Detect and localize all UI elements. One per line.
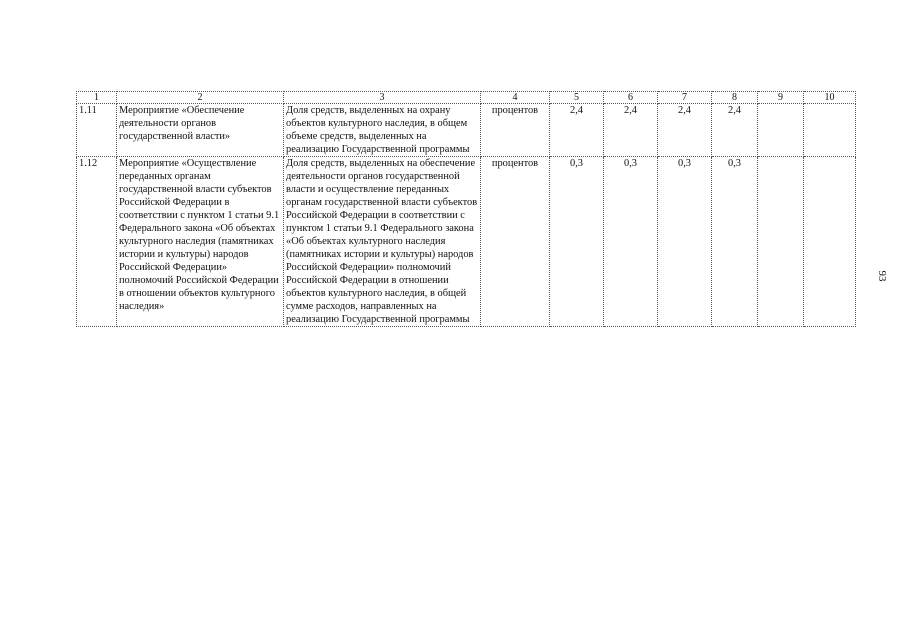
header-cell: 2 [117,92,284,104]
unit-cell: процентов [481,104,550,157]
table-header-row [77,92,856,104]
header-cell: 9 [758,92,804,104]
header-cell: 4 [481,92,550,104]
header-cell: 8 [712,92,758,104]
table-row [77,157,856,327]
row-number-cell: 1.11 [77,104,117,157]
value-cell-5: 0,3 [550,157,604,327]
event-cell: Мероприятие «Осуществление переданных органам государственной власти субъектов Российской Федерации в соответствии с пунктом 1 статьи 9.1 Федерального закона «Об объектах культурного наследия (памятниках истории и культуры) народов Российской Федерации» полномочий Российской Федерации в отношении объектов культурного наследия» [117,157,284,327]
page-number: 93 [876,270,888,282]
value-cell-10 [804,157,856,327]
header-cell: 7 [658,92,712,104]
value-cell-7: 0,3 [658,157,712,327]
value-cell-8: 0,3 [712,157,758,327]
value-cell-7: 2,4 [658,104,712,157]
indicator-cell: Доля средств, выделенных на обеспечение деятельности органов государственной власти и осуществление переданных органам государственной власти субъектов Российской Федерации в соответствии с пунктом 1 статьи 9.1 Федерального закона «Об объектах культурного наследия (памятниках истории и культуры) народов Российской Федерации» полномочий Российской Федерации в отношении объектов культурного наследия, в общей сумме расходов, направленных на реализацию Государственной программы [284,157,481,327]
value-cell-8: 2,4 [712,104,758,157]
indicator-cell: Доля средств, выделенных на охрану объектов культурного наследия, в общем объеме средств, выделенных на реализацию Государственной программы [284,104,481,157]
header-cell: 6 [604,92,658,104]
event-cell: Мероприятие «Обеспечение деятельности органов государственной власти» [117,104,284,157]
table-row [77,104,856,157]
value-cell-10 [804,104,856,157]
row-number-cell: 1.12 [77,157,117,327]
value-cell-6: 2,4 [604,104,658,157]
value-cell-9 [758,104,804,157]
header-cell: 3 [284,92,481,104]
header-cell: 5 [550,92,604,104]
value-cell-6: 0,3 [604,157,658,327]
unit-cell: процентов [481,157,550,327]
indicators-table [76,91,856,327]
value-cell-9 [758,157,804,327]
value-cell-5: 2,4 [550,104,604,157]
header-cell: 1 [77,92,117,104]
header-cell: 10 [804,92,856,104]
